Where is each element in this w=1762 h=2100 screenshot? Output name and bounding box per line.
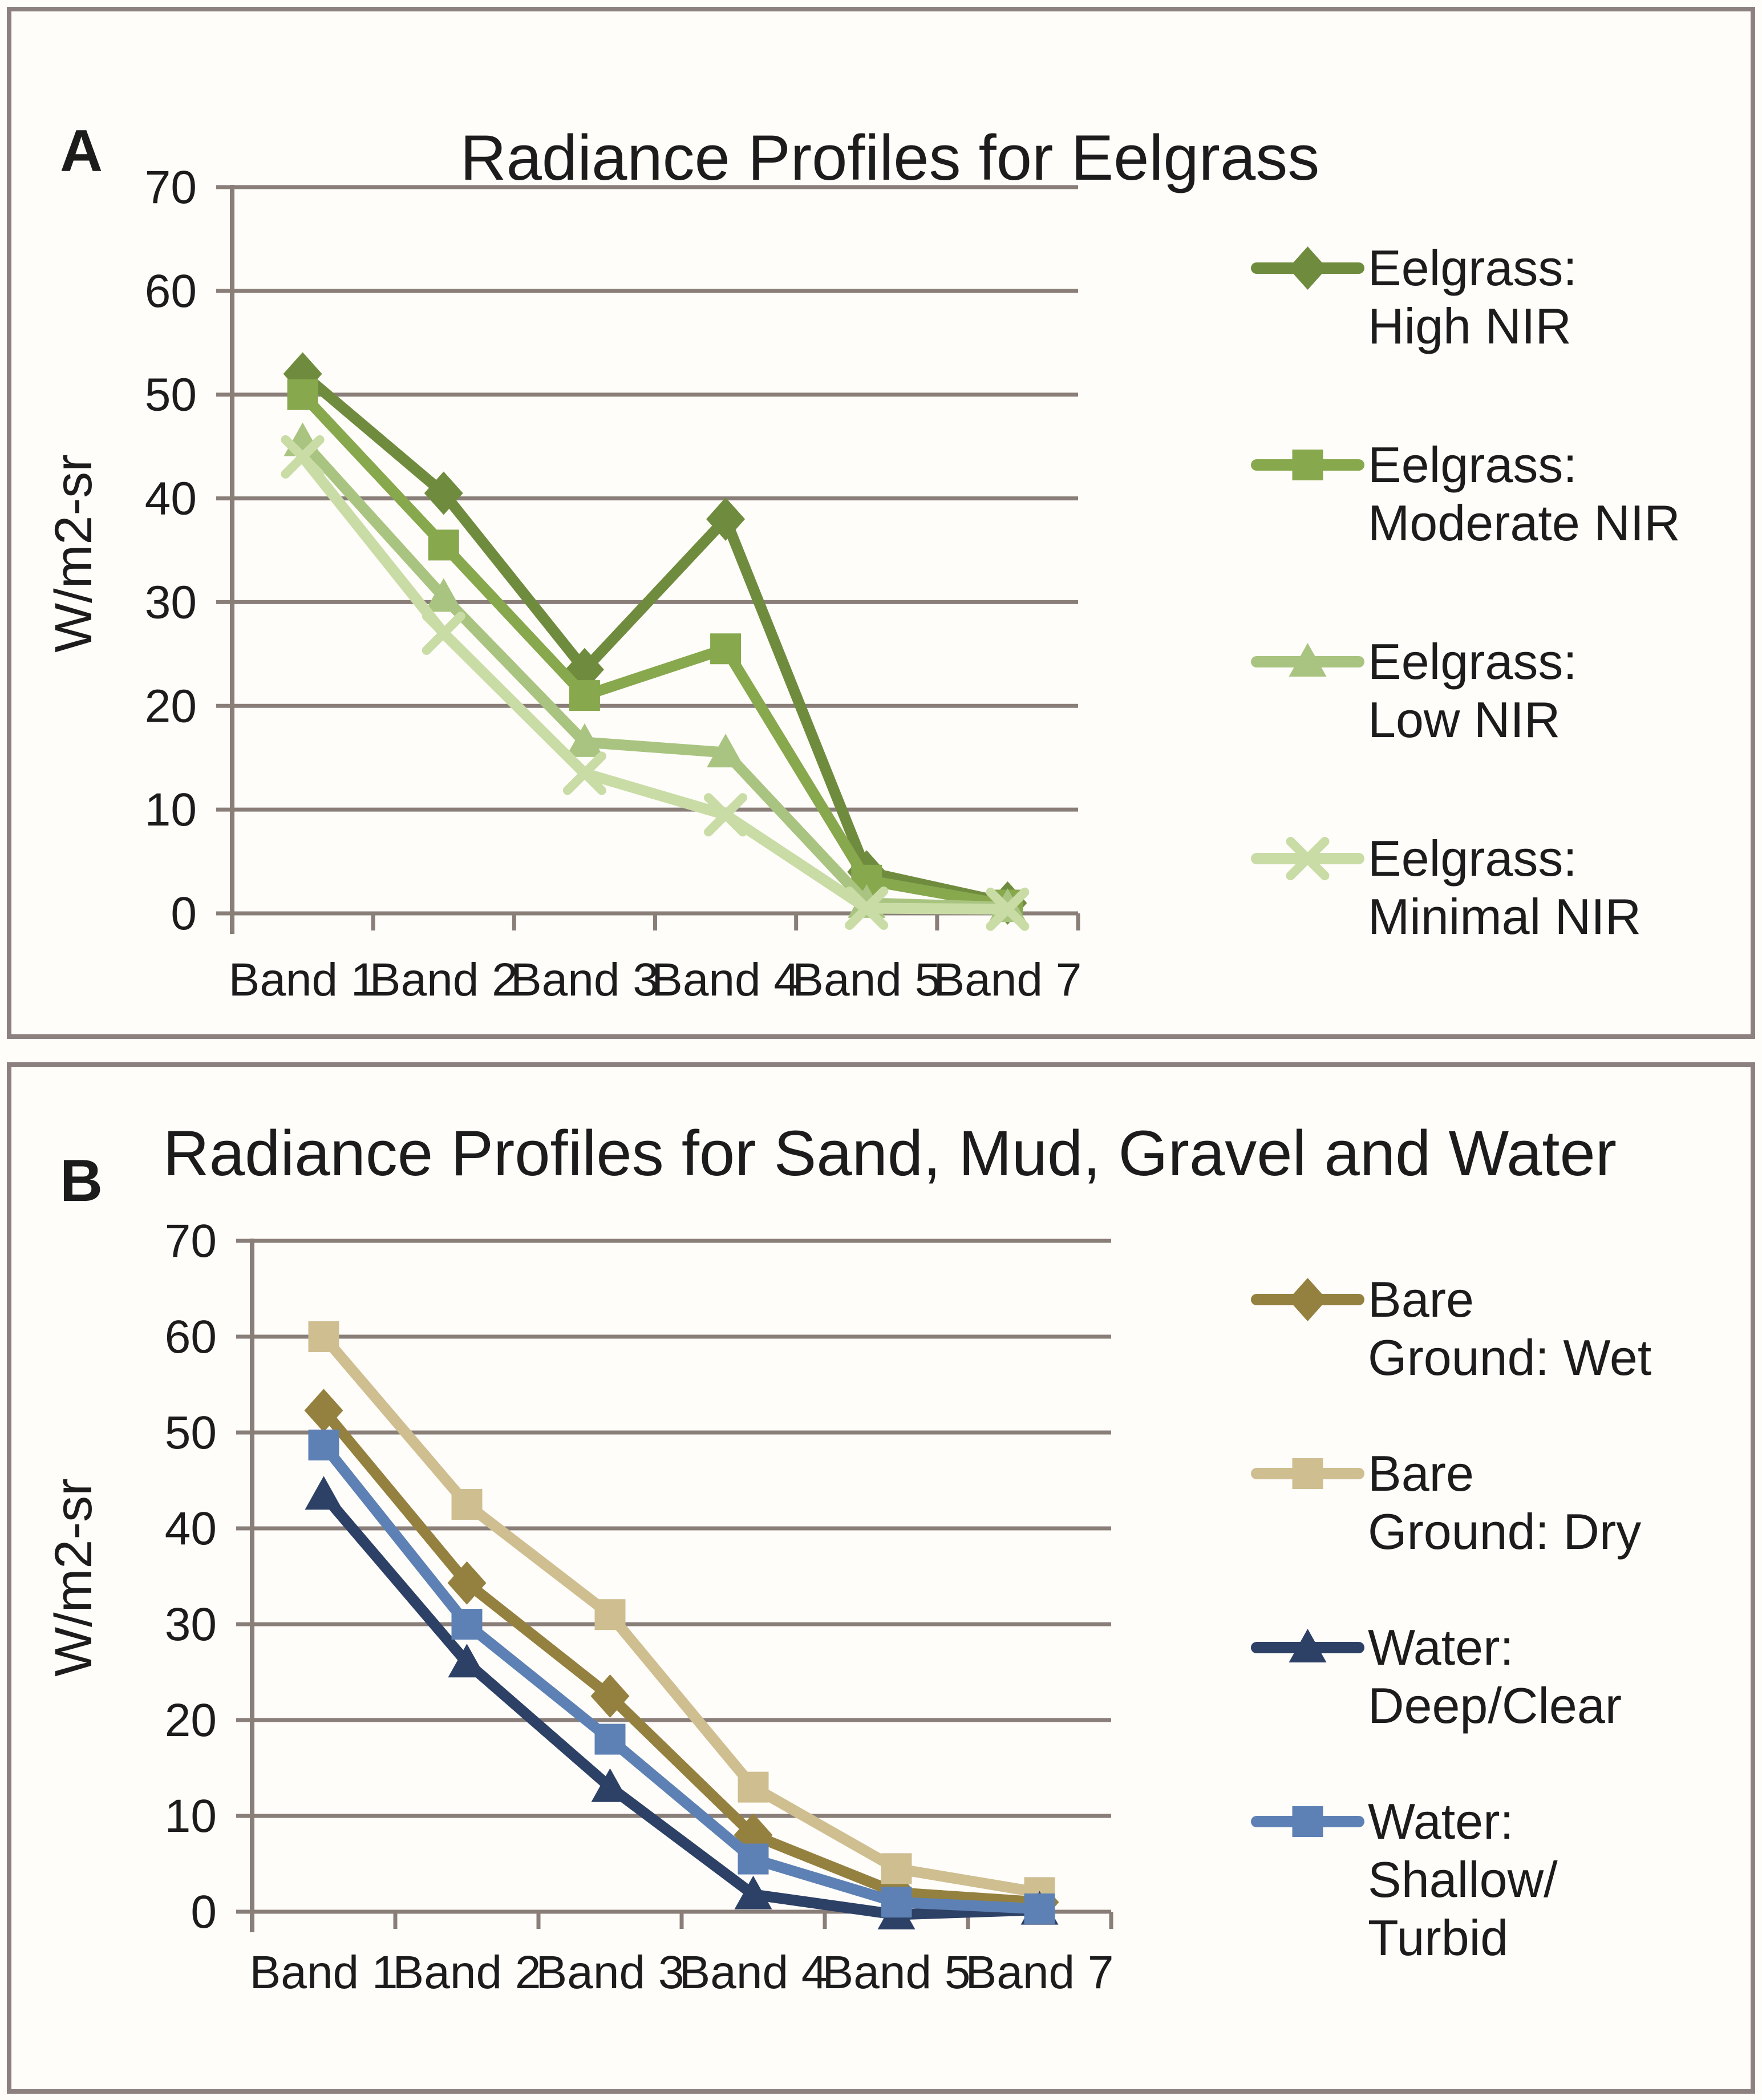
x-category-label: Band 5: [822, 1947, 971, 1998]
chart-b-title: Radiance Profiles for Sand, Mud, Gravel and Water: [163, 1118, 1617, 1189]
eelgrass-minimal-nir-legend-label: Minimal NIR: [1368, 888, 1642, 945]
water-shallow-turbid-square-marker: [881, 1887, 912, 1917]
water-shallow-turbid-legend-label: Turbid: [1368, 1909, 1509, 1966]
y-tick-label-70: 70: [144, 161, 197, 213]
x-category-label: Band 4: [651, 954, 800, 1006]
chart-a-title: Radiance Profiles for Eelgrass: [460, 122, 1320, 193]
bare-ground-dry-square-marker: [595, 1599, 626, 1630]
legend-item-eelgrass-low-nir: [1257, 633, 1577, 748]
x-category-label: Band 1: [228, 954, 377, 1006]
y-tick-label-20: 20: [164, 1694, 217, 1746]
eelgrass-high-nir-legend-label: Eelgrass:: [1368, 240, 1577, 296]
eelgrass-moderate-nir-legend-square-marker: [1293, 450, 1323, 480]
eelgrass-low-nir-legend-label: Low NIR: [1368, 691, 1561, 748]
water-shallow-turbid-square-marker: [595, 1724, 626, 1755]
x-category-label: Band 3: [510, 954, 659, 1006]
y-tick-label-60: 60: [144, 265, 197, 317]
legend-item-eelgrass-high-nir: [1257, 240, 1577, 354]
water-deep-clear-legend-label: Water:: [1368, 1619, 1514, 1676]
eelgrass-moderate-nir-square-marker: [710, 633, 741, 664]
eelgrass-high-nir-legend-diamond-marker: [1289, 246, 1327, 290]
water-shallow-turbid-legend-square-marker: [1293, 1806, 1323, 1837]
chart-a-y-axis-label: W/m2-sr: [44, 454, 103, 653]
y-tick-label-40: 40: [164, 1503, 217, 1555]
x-category-label: Band 3: [536, 1947, 684, 1998]
y-tick-label-10: 10: [164, 1790, 217, 1842]
bare-ground-dry-square-marker: [452, 1489, 483, 1520]
y-tick-label-50: 50: [144, 369, 197, 421]
panel-a: [7, 7, 1755, 1039]
water-deep-clear-legend-label: Deep/Clear: [1368, 1677, 1622, 1734]
chart-b-y-axis-label: W/m2-sr: [44, 1478, 103, 1677]
x-category-label: Band 4: [679, 1947, 828, 1998]
eelgrass-high-nir-legend-label: High NIR: [1368, 298, 1571, 354]
x-category-label: Band 2: [369, 954, 518, 1006]
water-shallow-turbid-legend-label: Water:: [1368, 1793, 1514, 1850]
bare-ground-dry-legend-label: Bare: [1368, 1445, 1474, 1502]
bare-ground-dry-legend-square-marker: [1293, 1458, 1323, 1489]
water-shallow-turbid-legend-label: Shallow/: [1368, 1851, 1558, 1908]
eelgrass-moderate-nir-square-marker: [287, 379, 318, 410]
legend-item-eelgrass-minimal-nir: [1257, 830, 1641, 945]
legend-item-water-deep-clear: [1257, 1619, 1622, 1734]
eelgrass-moderate-nir-line: [303, 395, 1008, 905]
y-tick-label-40: 40: [144, 472, 197, 525]
x-category-label: Band 7: [965, 1947, 1114, 1998]
bare-ground-dry-square-marker: [309, 1321, 339, 1352]
eelgrass-minimal-nir-legend-label: Eelgrass:: [1368, 830, 1577, 887]
eelgrass-moderate-nir-square-marker: [569, 680, 600, 711]
chart-b-figure: [11, 1067, 1751, 2089]
eelgrass-moderate-nir-square-marker: [428, 529, 459, 560]
panel-b-letter: B: [60, 1148, 103, 1214]
y-tick-label-50: 50: [164, 1407, 217, 1459]
y-tick-label-0: 0: [191, 1886, 217, 1938]
eelgrass-moderate-nir-legend-label: Eelgrass:: [1368, 436, 1577, 493]
eelgrass-minimal-nir-line: [303, 457, 1008, 909]
chart-a-plot-area: [145, 161, 1680, 1006]
bare-ground-dry-square-marker: [881, 1853, 912, 1884]
bare-ground-dry-legend-label: Ground: Dry: [1368, 1503, 1642, 1560]
y-tick-label-30: 30: [144, 576, 197, 629]
bare-ground-wet-legend-label: Ground: Wet: [1368, 1329, 1652, 1386]
legend-item-water-shallow-turbid: [1257, 1793, 1558, 1966]
panel-b: [7, 1062, 1755, 2094]
eelgrass-moderate-nir-legend-label: Moderate NIR: [1368, 495, 1680, 551]
y-tick-label-10: 10: [144, 784, 197, 836]
y-tick-label-0: 0: [171, 888, 197, 940]
water-shallow-turbid-square-marker: [309, 1430, 339, 1460]
x-category-label: Band 7: [933, 954, 1082, 1006]
water-shallow-turbid-square-marker: [738, 1844, 769, 1875]
y-tick-label-60: 60: [164, 1311, 217, 1363]
eelgrass-low-nir-legend-label: Eelgrass:: [1368, 633, 1577, 690]
water-shallow-turbid-square-marker: [1024, 1893, 1055, 1924]
bare-ground-wet-line: [324, 1410, 1040, 1902]
bare-ground-wet-legend-diamond-marker: [1289, 1278, 1327, 1321]
legend-item-eelgrass-moderate-nir: [1257, 436, 1680, 551]
x-category-label: Band 5: [792, 954, 941, 1006]
y-tick-label-70: 70: [164, 1215, 217, 1267]
legend-item-bare-ground-wet: [1257, 1271, 1651, 1386]
eelgrass-minimal-nir-x-marker: [427, 616, 461, 650]
water-deep-clear-triangle-marker: [305, 1476, 343, 1510]
bare-ground-wet-legend-label: Bare: [1368, 1271, 1474, 1328]
x-category-label: Band 1: [249, 1947, 398, 1998]
x-category-label: Band 2: [392, 1947, 541, 1998]
bare-ground-dry-square-marker: [738, 1772, 769, 1803]
y-tick-label-30: 30: [164, 1599, 217, 1650]
panel-a-letter: A: [60, 118, 103, 184]
chart-b-plot-area: [165, 1215, 1652, 1998]
legend-item-bare-ground-dry: [1257, 1445, 1641, 1560]
water-shallow-turbid-square-marker: [452, 1609, 483, 1640]
y-tick-label-20: 20: [144, 680, 197, 733]
chart-a-figure: [11, 11, 1751, 1034]
eelgrass-high-nir-line: [303, 374, 1008, 903]
